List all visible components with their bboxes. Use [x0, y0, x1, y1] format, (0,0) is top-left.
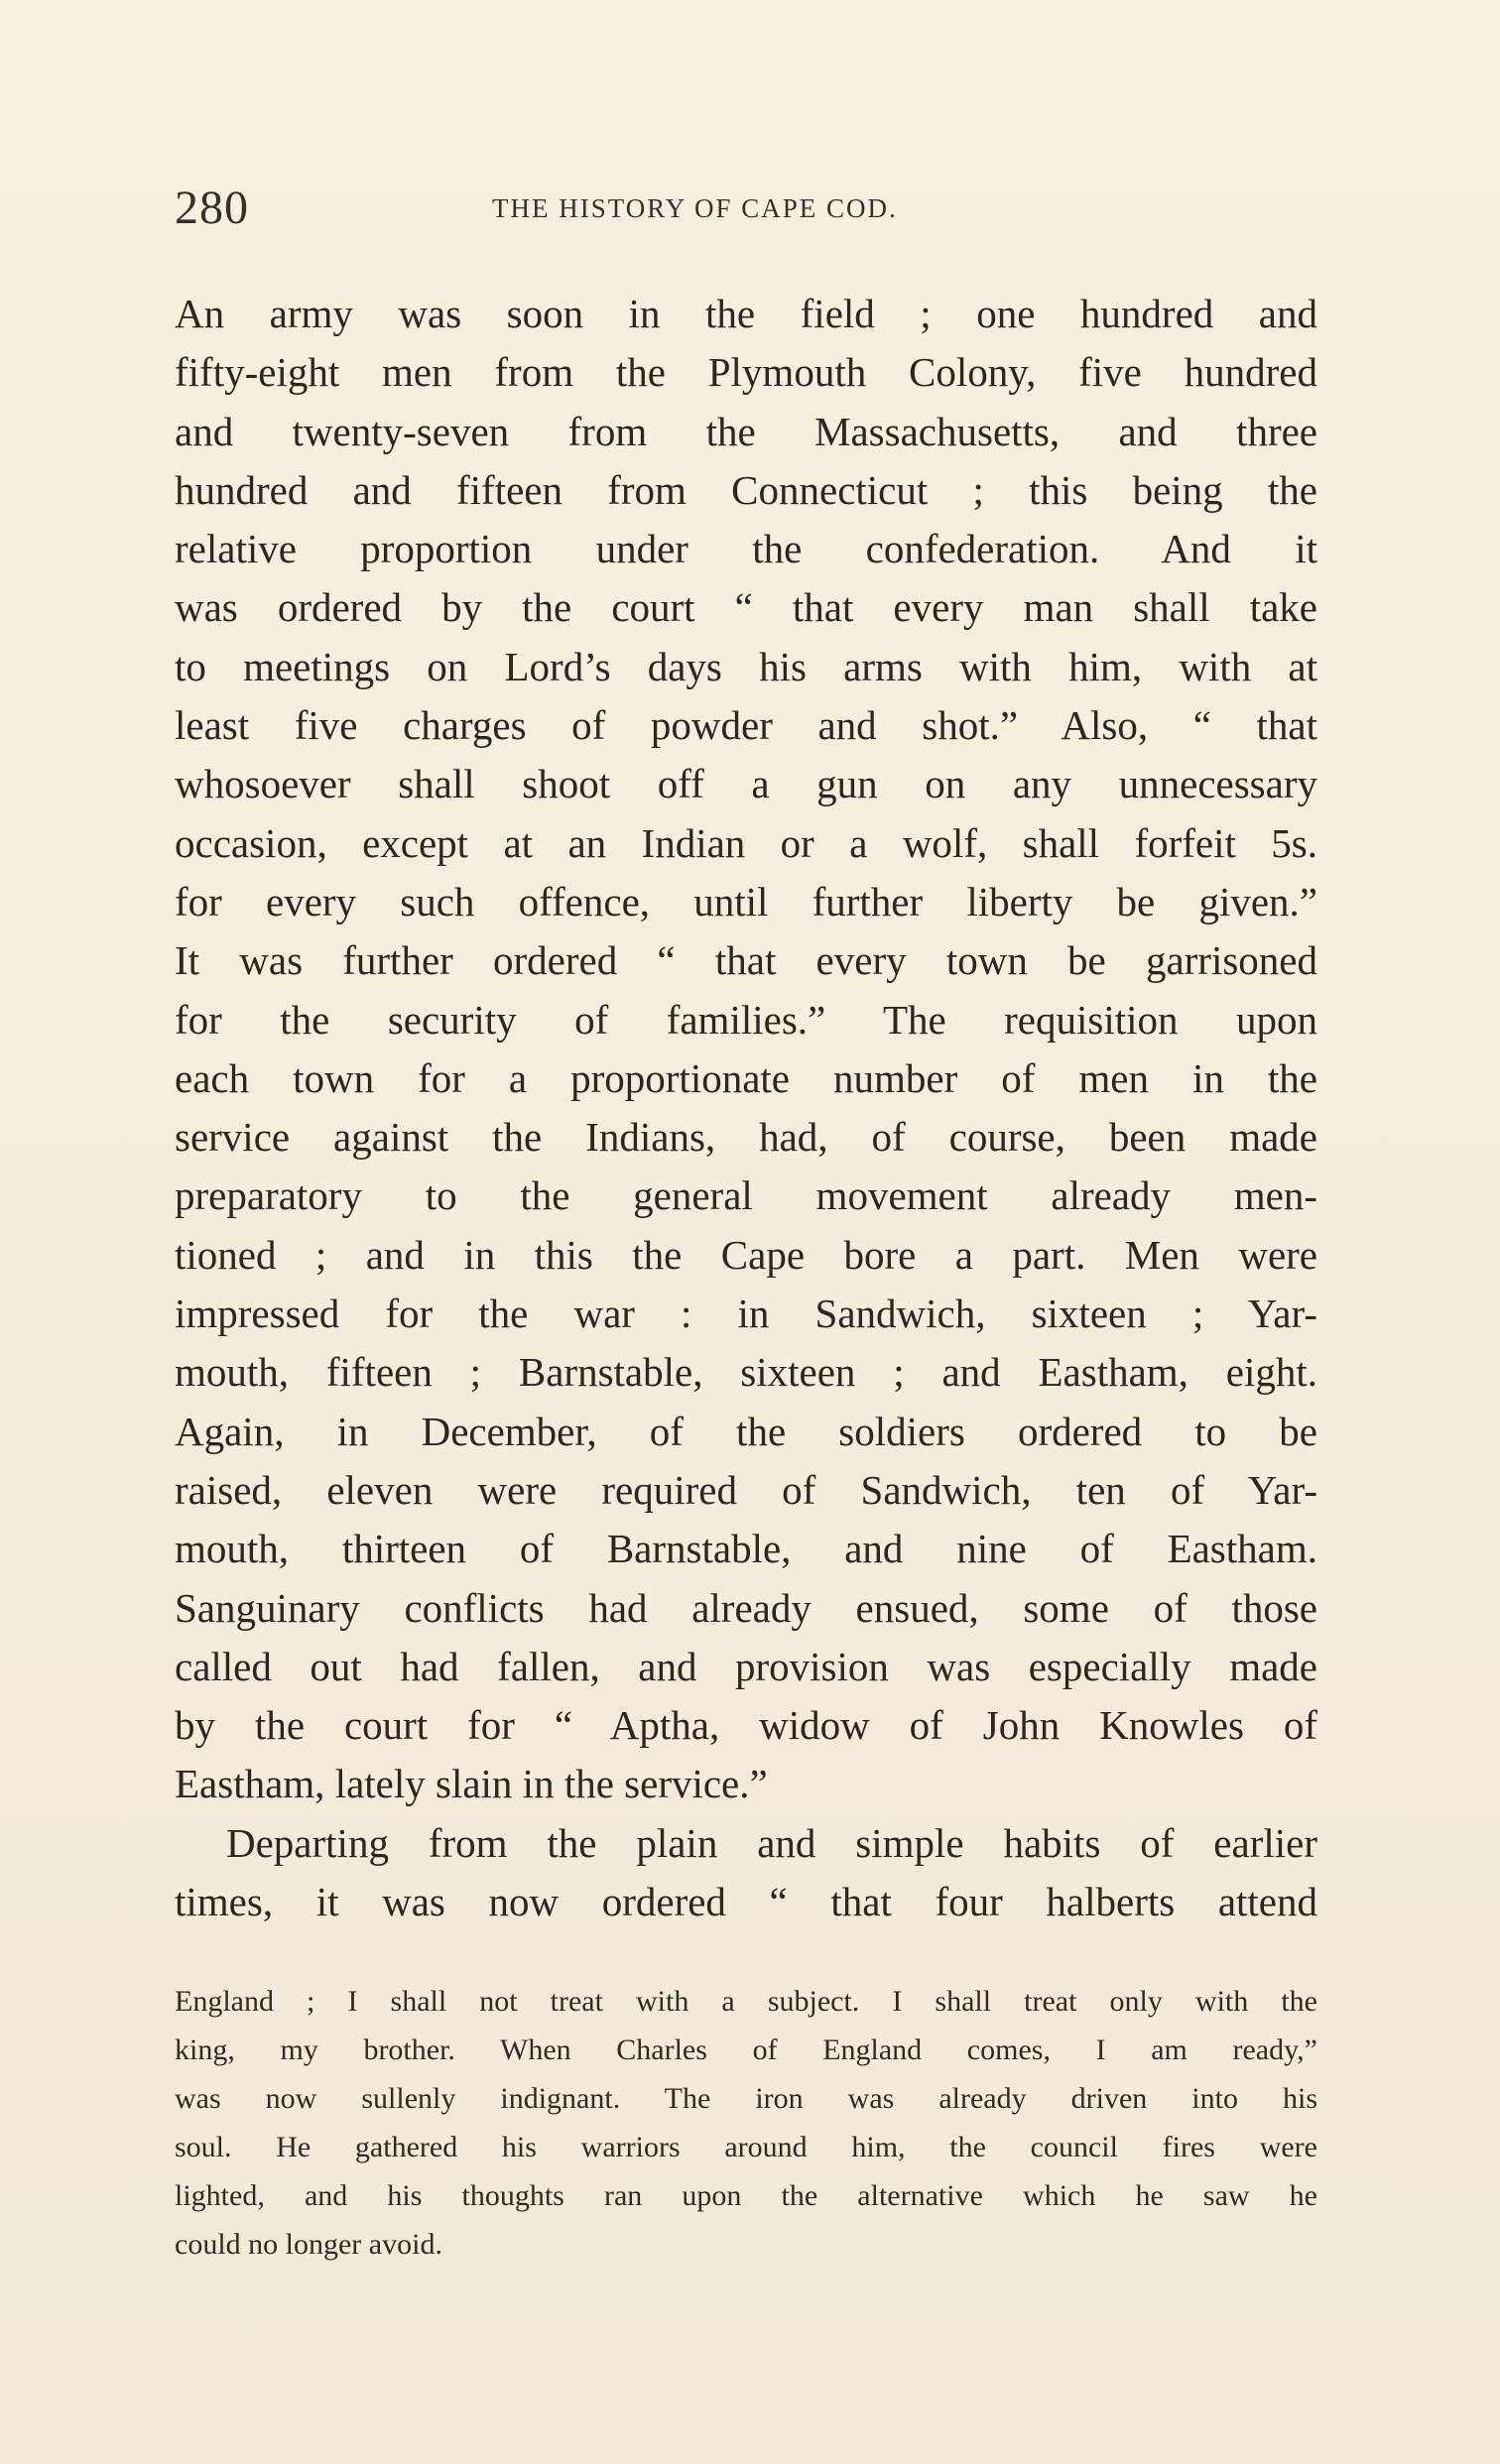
- body-line: was ordered by the court “ that every man shall take: [175, 584, 1317, 631]
- body-line: each town for a proportionate number of men in the: [175, 1054, 1317, 1101]
- footnote: [175, 1977, 1317, 2269]
- footnote-line: king, my brother. When Charles of England comes, I am ready,”: [175, 2033, 1317, 2066]
- running-title: THE HISTORY OF CAPE COD.: [492, 193, 898, 223]
- body-line: and twenty-seven from the Massachusetts, and three: [175, 408, 1317, 454]
- body-line: mouth, thirteen of Barnstable, and nine of Eastham.: [175, 1526, 1317, 1572]
- body-line: least five charges of powder and shot.” Also, “ that: [175, 702, 1317, 749]
- body-line: Sanguinary conflicts had already ensued, some of those: [175, 1584, 1317, 1631]
- body-line: by the court for “ Aptha, widow of John Knowles of: [175, 1702, 1317, 1749]
- body-line: Again, in December, of the soldiers ordered to be: [175, 1408, 1317, 1454]
- body-line: for the security of families.” The requisition upon: [175, 996, 1317, 1043]
- body-line: impressed for the war : in Sandwich, sixteen ; Yar-: [175, 1291, 1317, 1337]
- body-line: Eastham, lately slain in the service.”: [175, 1761, 768, 1807]
- body-line: mouth, fifteen ; Barnstable, sixteen ; and Eastham, eight.: [175, 1349, 1317, 1396]
- body-line: to meetings on Lord’s days his arms with him, with at: [175, 643, 1317, 689]
- body-line: for every such offence, until further liberty be given.”: [175, 878, 1317, 924]
- footnote-line: England ; I shall not treat with a subject. I shall treat only with the: [175, 1985, 1317, 2018]
- body-line: whosoever shall shoot off a gun on any unnecessary: [175, 761, 1317, 807]
- footnote-line: was now sullenly indignant. The iron was already driven into his: [175, 2082, 1317, 2115]
- body-line: service against the Indians, had, of course, been made: [175, 1114, 1317, 1161]
- body-line: raised, eleven were required of Sandwich, ten of Yar-: [175, 1466, 1317, 1513]
- body-line: times, it was now ordered “ that four halberts attend: [175, 1879, 1317, 1925]
- body-line: tioned ; and in this the Cape bore a part. Men were: [175, 1231, 1317, 1278]
- body-text: [175, 285, 1317, 1931]
- body-line: relative proportion under the confederation. And it: [175, 526, 1317, 572]
- body-line: called out had fallen, and provision was especially made: [175, 1643, 1317, 1689]
- running-head: [175, 179, 1325, 238]
- body-line: hundred and fifteen from Connecticut ; this being the: [175, 466, 1317, 513]
- footnote-line: could no longer avoid.: [175, 2228, 442, 2261]
- body-line: occasion, except at an Indian or a wolf, shall forfeit 5s.: [175, 819, 1317, 866]
- body-line: preparatory to the general movement already men-: [175, 1172, 1317, 1219]
- footnote-line: soul. He gathered his warriors around him, the council fires were: [175, 2131, 1317, 2163]
- page-number: 280: [175, 182, 249, 234]
- body-line: An army was soon in the field ; one hundred and: [175, 291, 1317, 336]
- body-line: fifty-eight men from the Plymouth Colony, five hundred: [175, 349, 1317, 396]
- footnote-line: lighted, and his thoughts ran upon the alternative which he saw he: [175, 2179, 1317, 2212]
- body-line: Departing from the plain and simple habits of earlier: [226, 1819, 1317, 1866]
- body-line: It was further ordered “ that every town be garrisoned: [175, 937, 1317, 984]
